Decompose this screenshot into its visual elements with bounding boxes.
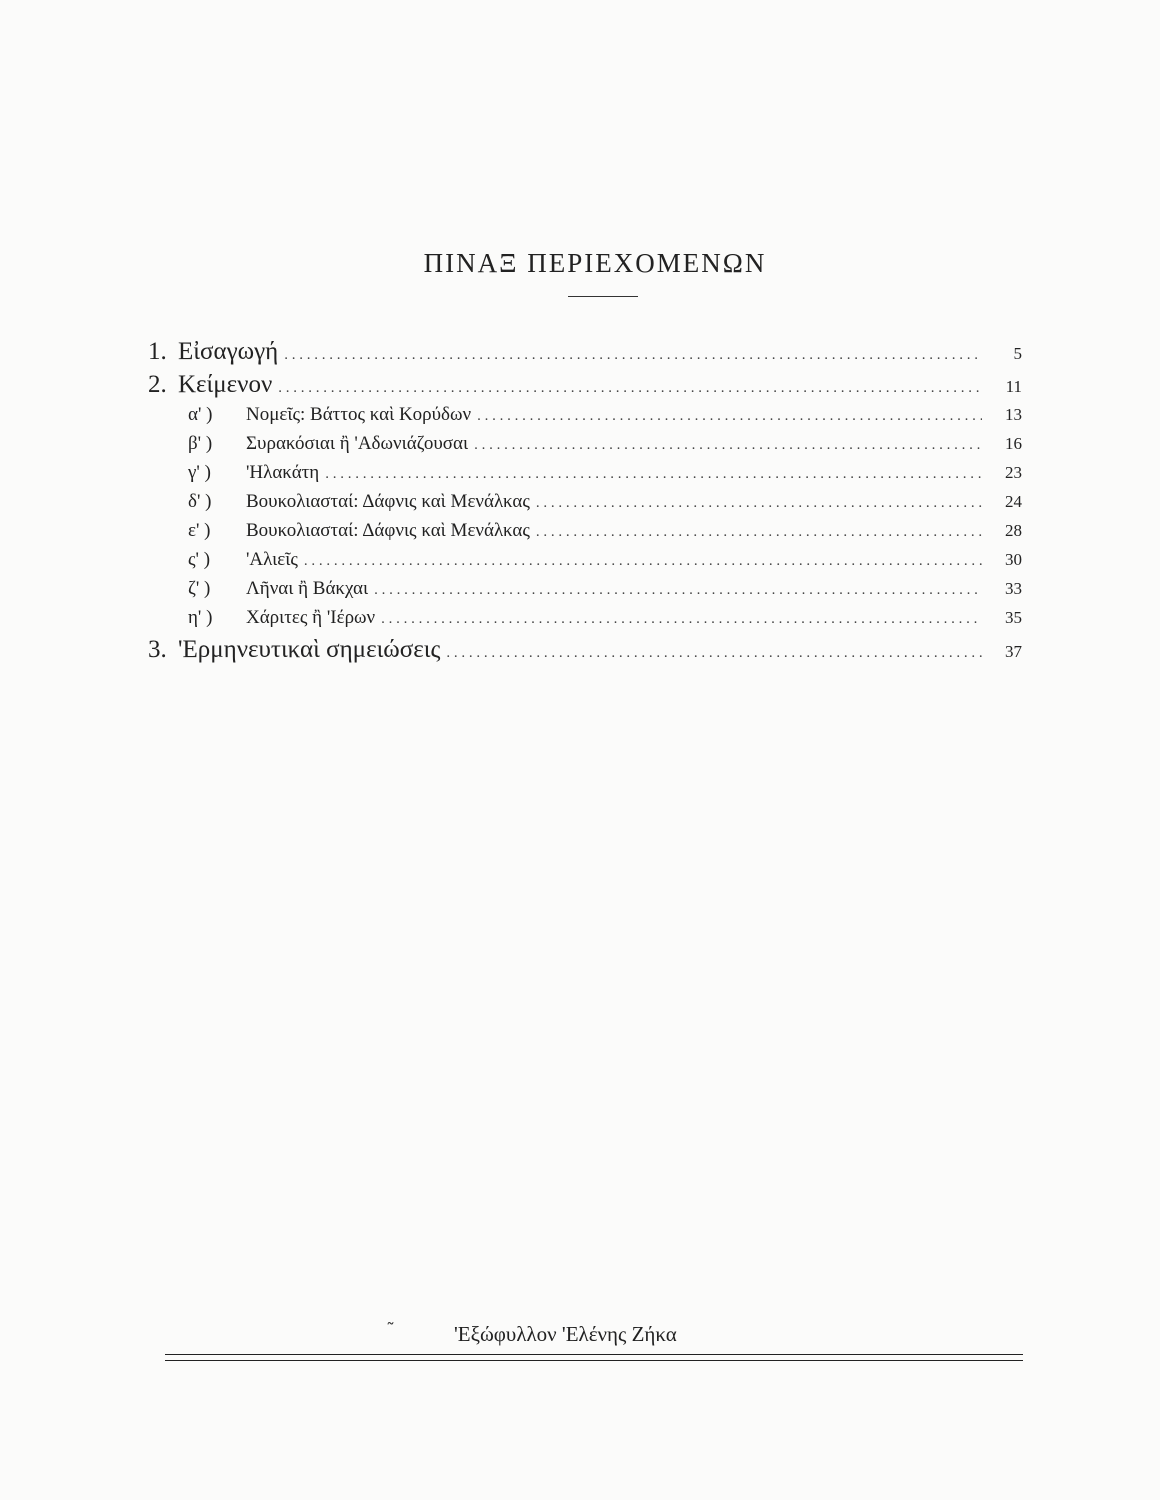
dot-leader xyxy=(284,347,982,364)
dot-leader xyxy=(278,380,982,397)
toc-entry-page: 37 xyxy=(1005,642,1022,661)
toc-subentry[interactable] xyxy=(148,549,1022,578)
toc-entry-number: 1. xyxy=(148,338,167,365)
dot-leader xyxy=(304,553,982,570)
toc-entry-page: 5 xyxy=(1013,344,1022,363)
toc-subentry[interactable] xyxy=(148,404,1022,433)
toc-subentry-page: 16 xyxy=(1005,434,1022,453)
toc-subentry-label: Λῆναι ἢ Βάκχαι xyxy=(246,578,369,599)
dot-leader xyxy=(446,645,982,662)
toc-subentry-page: 33 xyxy=(1005,579,1022,598)
toc-subentry[interactable] xyxy=(148,520,1022,549)
toc-subentry-page: 28 xyxy=(1005,521,1022,540)
toc-entry-number: 3. xyxy=(148,636,167,663)
toc-subentry-label: Βουκολιασταί: Δάφνις καὶ Μενάλκας xyxy=(246,520,530,541)
dot-leader xyxy=(325,466,982,483)
toc-subentry-page: 35 xyxy=(1005,608,1022,627)
toc-subentry[interactable] xyxy=(148,578,1022,607)
toc-subentry[interactable] xyxy=(148,433,1022,462)
dot-leader xyxy=(477,408,982,425)
toc-entry-number: 2. xyxy=(148,371,167,398)
toc-entry[interactable] xyxy=(148,371,1022,404)
dot-leader xyxy=(536,495,982,512)
title-underline xyxy=(568,296,638,297)
toc-subentry-number: ζ' ) xyxy=(188,578,211,599)
toc-entry[interactable] xyxy=(148,338,1022,371)
toc-subentry-number: ς' ) xyxy=(188,549,211,570)
toc-subentry[interactable] xyxy=(148,607,1022,636)
toc-entry-label: 'Ερμηνευτικαὶ σημειώσεις xyxy=(178,636,441,663)
toc-subentry-label: Βουκολιασταί: Δάφνις καὶ Μενάλκας xyxy=(246,491,530,512)
dot-leader xyxy=(381,611,982,628)
dot-leader xyxy=(474,437,982,454)
toc-subentry[interactable] xyxy=(148,491,1022,520)
toc-entry[interactable] xyxy=(148,636,1022,669)
toc-entry-label: Κείμενον xyxy=(178,371,273,398)
toc-subentry-number: ε' ) xyxy=(188,520,211,541)
toc-subentry-number: γ' ) xyxy=(188,462,211,483)
toc-subentry-page: 30 xyxy=(1005,550,1022,569)
toc-subentry-page: 13 xyxy=(1005,405,1022,424)
toc-subentry-label: 'Ηλακάτη xyxy=(246,462,320,483)
footer-mark: ˜ xyxy=(386,1320,395,1341)
toc-subentry-number: δ' ) xyxy=(188,491,212,512)
footer-rule-bottom xyxy=(165,1360,1023,1361)
toc-entry-label: Εἰσαγωγή xyxy=(178,338,279,365)
footer-rule-top xyxy=(165,1354,1023,1355)
toc-subentry-label: Συρακόσιαι ἢ 'Αδωνιάζουσαι xyxy=(246,433,469,454)
dot-leader xyxy=(536,524,982,541)
toc-subentry-page: 23 xyxy=(1005,463,1022,482)
toc-entry-page: 11 xyxy=(1005,377,1022,396)
cover-credit: 'Εξώφυλλον 'Ελένης Ζήκα xyxy=(454,1322,677,1346)
toc-subentry-page: 24 xyxy=(1005,492,1022,511)
toc-subentry-label: Χάριτες ἢ 'Ιέρων xyxy=(246,607,376,628)
toc-subentry-number: η' ) xyxy=(188,607,213,628)
toc-subentry-label: 'Αλιεῖς xyxy=(246,549,298,570)
page-title: ΠΙΝΑΞ ΠΕΡΙΕΧΟΜΕΝΩΝ xyxy=(423,248,767,278)
toc-subentry-number: α' ) xyxy=(188,404,213,425)
toc-subentry-label: Νομεῖς: Βάττος καὶ Κορύδων xyxy=(246,404,472,425)
dot-leader xyxy=(374,582,982,599)
toc-subentry-number: β' ) xyxy=(188,433,213,454)
table-of-contents xyxy=(148,338,1022,669)
toc-subentry[interactable] xyxy=(148,462,1022,491)
